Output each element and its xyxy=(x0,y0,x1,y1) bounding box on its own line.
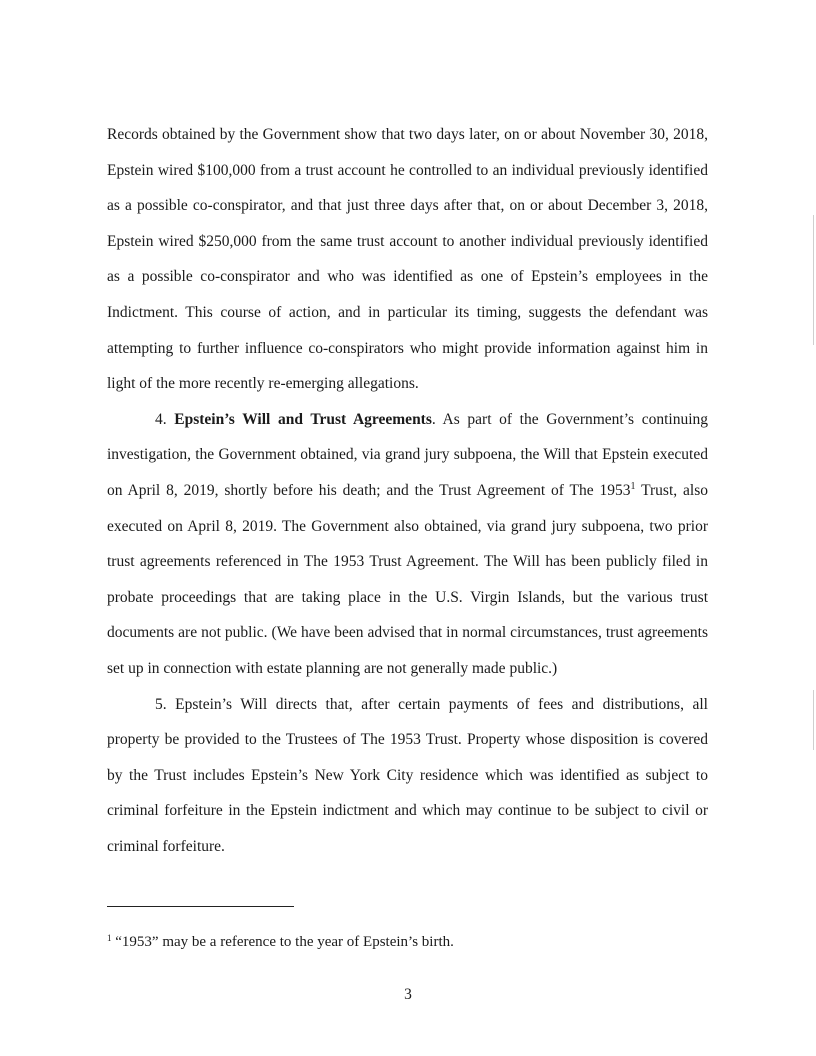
footnote xyxy=(107,932,708,952)
paragraph-5 xyxy=(107,687,708,865)
scan-artifact-line xyxy=(813,215,814,345)
footnote-text: “1953” may be a reference to the year of Epstein’s birth. xyxy=(111,934,454,950)
page-number: 3 xyxy=(404,986,412,1003)
paragraph-4-number: 4. xyxy=(155,410,167,428)
paragraph-4-text-part2: Trust, also executed on April 8, 2019. The Government also obtained, via grand jury subpoena, two prior trust agreements referenced in The 1953 Trust Agreement. The Will has been publicly filed in probate proceedings that are taking place in the U.S. Virgin Islands, but the various trust documents are not public. (We have been advised that in normal circumstances, trust agreements set up in connection with estate planning are not generally made public.) xyxy=(107,481,708,677)
paragraph-4 xyxy=(107,402,708,687)
document-body xyxy=(107,117,708,864)
footnote-marker: 1 xyxy=(107,933,112,943)
footnote-divider xyxy=(107,906,294,907)
paragraph-4-text-part1: . As part of the Government’s continuing investigation, the Government obtained, via grand jury subpoena, the Will that Epstein executed on April 8, 2019, shortly before his death; and the Trust Agreement of The 1953 xyxy=(107,410,708,499)
paragraph-5-number: 5. xyxy=(155,695,167,713)
scan-artifact-line xyxy=(813,690,814,750)
paragraph-continued xyxy=(107,117,708,402)
paragraph-continued-text: Records obtained by the Government show that two days later, on or about November 30, 2018, Epstein wired $100,000 from a trust account he controlled to an individual previously identified as a possible co-conspirator, and that just three days after that, on or about December 3, 2018, Epstein wired $250,000 from the same trust account to another individual previously identified as a possible co-conspirator and who was identified as one of Epstein’s employees in the Indictment. This course of action, and in particular its timing, suggests the defendant was attempting to further influence co-conspirators who might provide information against him in light of the more recently re-emerging allegations. xyxy=(107,126,708,393)
paragraph-5-text: Epstein’s Will directs that, after certain payments of fees and distributions, all property be provided to the Trustees of The 1953 Trust. Property whose disposition is covered by the Trust includes Epstein’s New York City residence which was identified as subject to criminal forfeiture in the Epstein indictment and which may continue to be subject to civil or criminal forfeiture. xyxy=(107,695,708,855)
paragraph-4-heading: Epstein’s Will and Trust Agreements xyxy=(174,410,432,428)
footnote-reference: 1 xyxy=(630,480,636,492)
